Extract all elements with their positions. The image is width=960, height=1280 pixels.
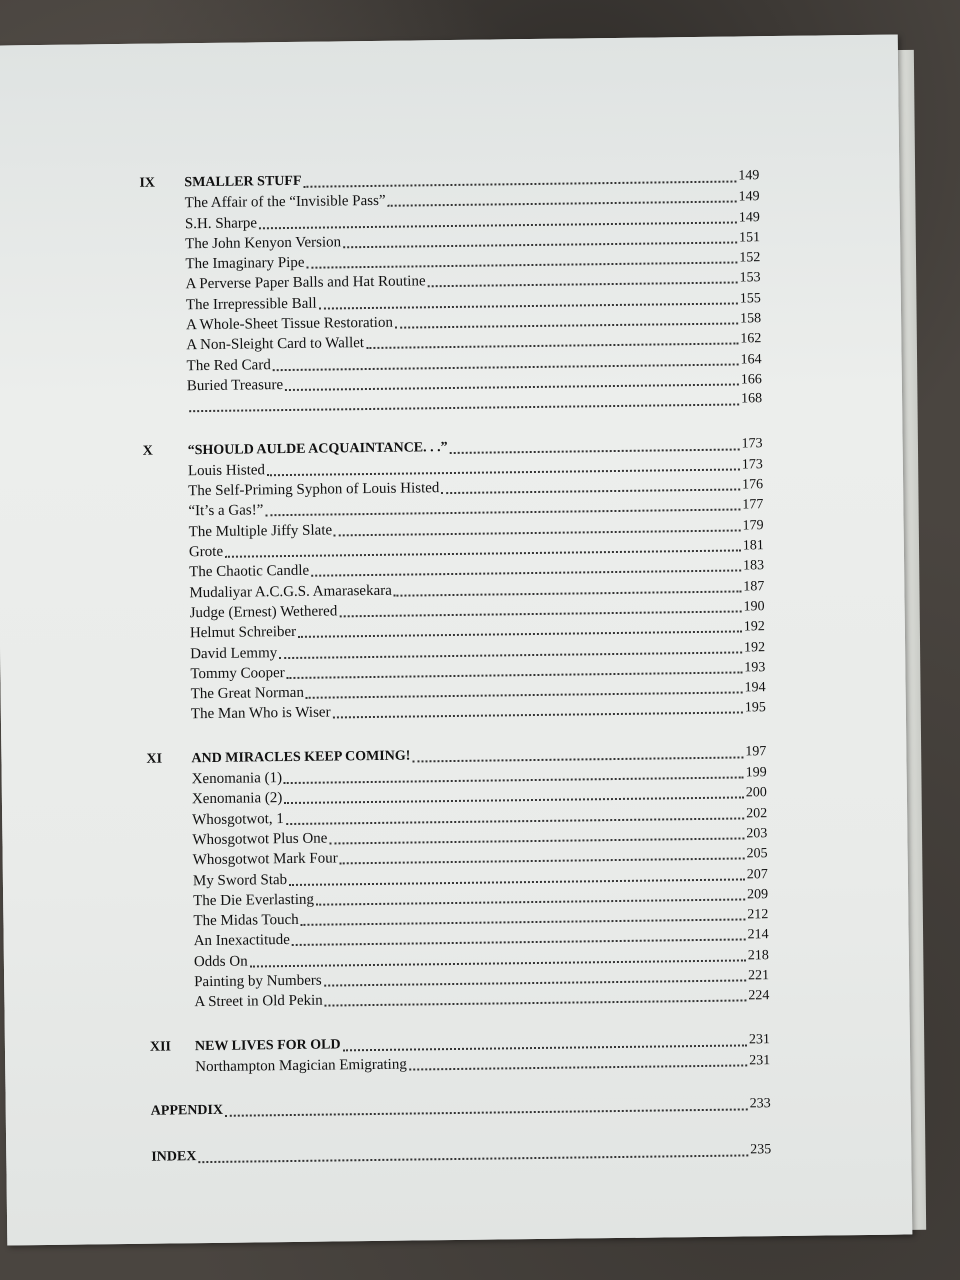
item-title: Xenomania (2) bbox=[191, 790, 283, 808]
leader-dots bbox=[198, 1141, 748, 1164]
item-title: “It’s a Gas!” bbox=[188, 502, 264, 520]
item-title: A Street in Old Pekin bbox=[194, 992, 323, 1011]
page-number: 153 bbox=[739, 270, 761, 286]
chapter-number: XII bbox=[149, 1039, 172, 1055]
item-title: The Irrepressible Ball bbox=[185, 295, 317, 314]
page-number: 190 bbox=[743, 599, 765, 615]
item-title: The Affair of the “Invisible Pass” bbox=[184, 193, 386, 212]
page-number: 192 bbox=[743, 619, 765, 635]
item-title: The John Kenyon Version bbox=[185, 234, 342, 253]
page-number: 205 bbox=[746, 846, 768, 862]
item-title: The Red Card bbox=[186, 356, 271, 374]
page-number: 203 bbox=[746, 826, 768, 842]
page-number: 149 bbox=[738, 168, 760, 184]
page-number: 221 bbox=[748, 968, 770, 984]
leader-dots bbox=[449, 434, 739, 454]
item-title: David Lemmy bbox=[190, 644, 278, 662]
page-number: 199 bbox=[745, 765, 767, 781]
item-title: Judge (Ernest) Wethered bbox=[189, 603, 338, 622]
leader-dots bbox=[394, 576, 742, 596]
chapter-title: NEW LIVES FOR OLD bbox=[194, 1036, 341, 1054]
item-title: A Non-Sleight Card to Wallet bbox=[186, 335, 365, 354]
page-number: 193 bbox=[744, 660, 766, 676]
item-title: My Sword Stab bbox=[192, 871, 288, 889]
leader-dots bbox=[343, 227, 737, 248]
leader-dots bbox=[427, 268, 737, 288]
page-number: 233 bbox=[749, 1096, 771, 1112]
item-title: The Multiple Jiffy Slate bbox=[188, 522, 333, 540]
chapter-title: “SHOULD AULDE ACQUAINTANCE. . .” bbox=[187, 439, 448, 458]
page-number: 155 bbox=[739, 290, 761, 307]
item-title: The Imaginary Pipe bbox=[185, 254, 305, 273]
leader-dots bbox=[395, 309, 738, 329]
item-title: Helmut Schreiber bbox=[189, 624, 297, 642]
page-number: 197 bbox=[745, 743, 767, 760]
book-page bbox=[0, 35, 912, 1246]
page-number: 200 bbox=[745, 785, 767, 801]
page-number: 173 bbox=[741, 435, 763, 452]
page-number: 181 bbox=[742, 538, 764, 554]
item-title: The Great Norman bbox=[190, 684, 305, 703]
page-number: 149 bbox=[738, 189, 760, 205]
item-title: Whosgotwot Mark Four bbox=[192, 850, 338, 869]
item-title: Mudaliyar A.C.G.S. Amarasekara bbox=[189, 582, 392, 601]
leader-dots bbox=[387, 187, 736, 207]
item-title: Northampton Magician Emigrating bbox=[195, 1056, 407, 1076]
leader-dots bbox=[342, 1030, 747, 1051]
page-number: 231 bbox=[749, 1053, 771, 1069]
page-number: 192 bbox=[744, 639, 766, 655]
item-title: Painting by Numbers bbox=[194, 972, 322, 991]
page-number: 212 bbox=[747, 907, 769, 923]
table-of-contents bbox=[139, 166, 771, 1194]
page-number: 224 bbox=[748, 988, 770, 1004]
leader-dots bbox=[303, 166, 736, 187]
page-number: 176 bbox=[742, 477, 764, 493]
chapter-x bbox=[143, 434, 766, 726]
leader-dots bbox=[366, 329, 738, 350]
page-number: 179 bbox=[742, 517, 764, 534]
page-number: 149 bbox=[738, 209, 760, 226]
item-title: The Die Everlasting bbox=[193, 891, 315, 909]
item-title: The Chaotic Candle bbox=[189, 563, 310, 581]
index-entry bbox=[151, 1141, 771, 1169]
page-number: 209 bbox=[747, 886, 769, 903]
item-title: Louis Histed bbox=[187, 462, 266, 480]
index-title: INDEX bbox=[151, 1149, 197, 1166]
chapter-number: XI bbox=[146, 751, 163, 767]
chapter-title: AND MIRACLES KEEP COMING! bbox=[191, 748, 411, 766]
item-title: Odds On bbox=[193, 953, 248, 970]
item-title: A Perverse Paper Balls and Hat Routine bbox=[185, 273, 426, 293]
page-number: 194 bbox=[744, 680, 766, 696]
item-title: An Inexactitude bbox=[193, 932, 290, 950]
chapter-title: SMALLER STUFF bbox=[184, 173, 302, 191]
chapter-ix bbox=[139, 166, 762, 417]
chapter-number: X bbox=[142, 443, 153, 459]
page-number: 151 bbox=[739, 230, 761, 246]
appendix-entry bbox=[151, 1094, 771, 1122]
item-title: Whosgotwot, 1 bbox=[192, 810, 284, 828]
page-number: 195 bbox=[744, 700, 766, 716]
page-number: 187 bbox=[743, 578, 765, 595]
item-title: Buried Treasure bbox=[186, 377, 284, 395]
chapter-number: IX bbox=[139, 175, 156, 191]
item-title: Grote bbox=[188, 543, 224, 561]
leader-dots bbox=[412, 742, 743, 762]
page-number: 168 bbox=[740, 391, 763, 407]
page-number: 214 bbox=[747, 927, 769, 943]
leader-dots bbox=[225, 1095, 748, 1117]
page-number: 166 bbox=[740, 372, 762, 388]
page-number: 164 bbox=[740, 351, 762, 368]
page-number: 207 bbox=[746, 866, 768, 882]
leader-dots bbox=[441, 475, 740, 495]
leader-dots bbox=[409, 1050, 748, 1070]
item-title: The Man Who is Wiser bbox=[190, 704, 331, 723]
page-number: 235 bbox=[750, 1142, 772, 1158]
page-number: 177 bbox=[742, 497, 764, 513]
appendix-title: APPENDIX bbox=[150, 1103, 224, 1119]
page-number: 202 bbox=[746, 805, 768, 822]
item-title: A Whole-Sheet Tissue Restoration bbox=[186, 314, 394, 334]
item-title: The Midas Touch bbox=[193, 911, 299, 930]
page-number: 231 bbox=[748, 1031, 770, 1047]
item-title: Tommy Cooper bbox=[190, 664, 285, 683]
page-number: 218 bbox=[747, 947, 769, 964]
page-number: 162 bbox=[740, 331, 762, 347]
page-number: 152 bbox=[739, 250, 761, 266]
page-number: 158 bbox=[740, 311, 762, 327]
page-number: 173 bbox=[741, 457, 763, 473]
page-number: 183 bbox=[743, 558, 765, 574]
item-title: S.H. Sharpe bbox=[184, 214, 258, 232]
item-title: Whosgotwot Plus One bbox=[192, 830, 328, 849]
item-title: The Self-Priming Syphon of Louis Histed bbox=[188, 480, 440, 500]
item-title: Xenomania (1) bbox=[191, 770, 283, 788]
chapter-xii bbox=[150, 1030, 770, 1078]
chapter-xi bbox=[146, 742, 769, 1013]
